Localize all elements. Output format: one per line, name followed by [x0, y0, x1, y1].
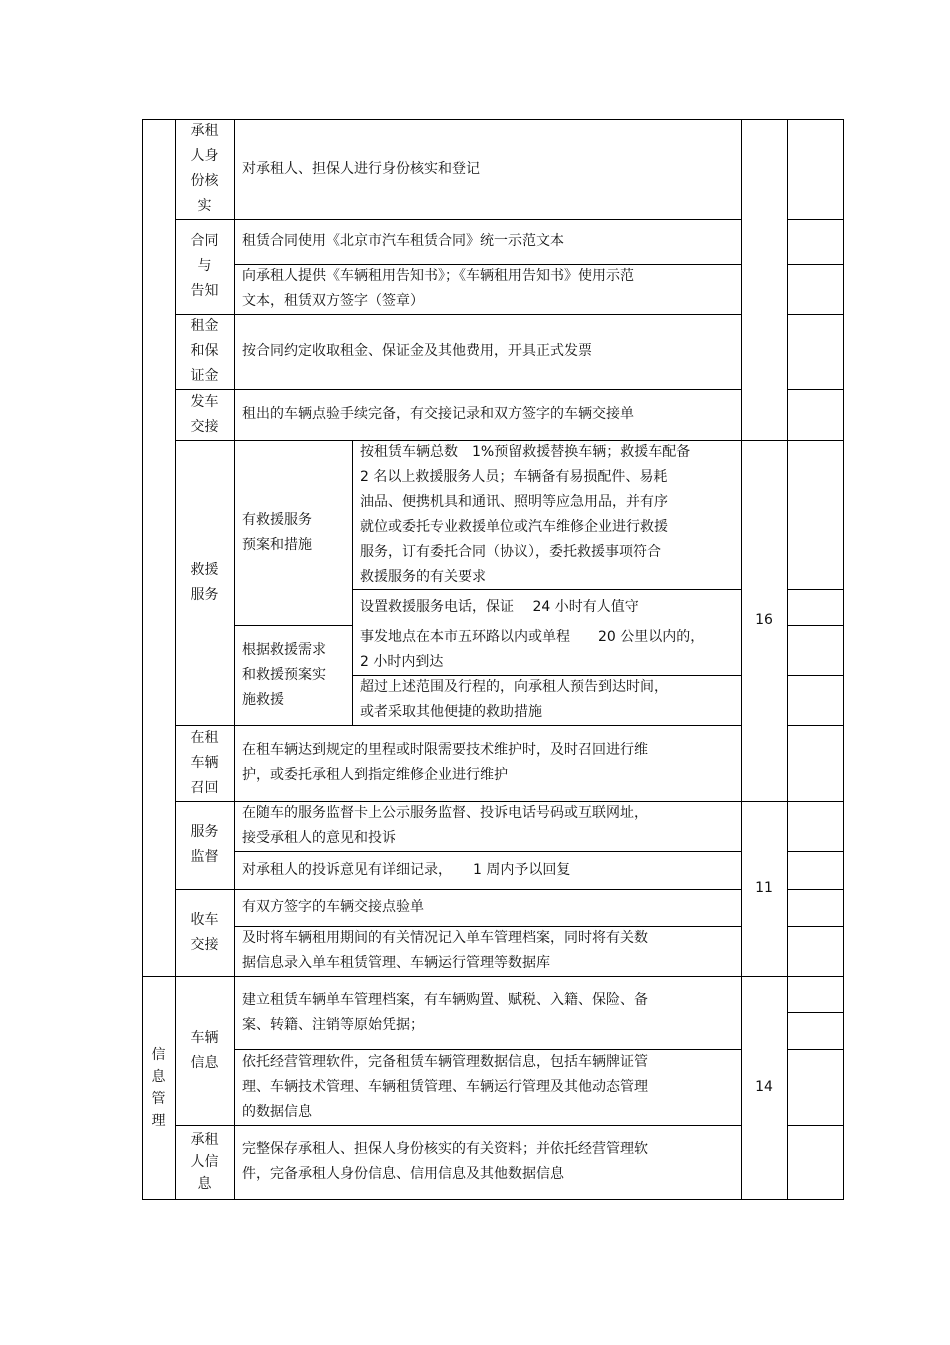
category-supervision: 服务 监督 [190, 824, 219, 865]
table-rule [142, 976, 844, 977]
table-rule [175, 1125, 742, 1126]
table-rule [741, 119, 742, 1200]
table-rule [787, 589, 844, 590]
table-rule [787, 389, 844, 390]
table-rule [175, 219, 742, 220]
table-rule [787, 675, 844, 676]
table-rule [787, 119, 788, 1200]
table-rule [741, 440, 788, 441]
category-rescue: 救援 服务 [190, 562, 219, 603]
subcategory-rescue-plan: 有救援服务 预案和措施 [242, 512, 312, 553]
table-rule [787, 1125, 844, 1126]
requirement-r12: 对承租人的投诉意见有详细记录， 1 周内予以回复 [242, 862, 571, 878]
requirement-r15: 建立租赁车辆单车管理档案，有车辆购置、赋税、入籍、保险、备 案、转籍、注销等原始凭据； [242, 992, 648, 1033]
table-rule [787, 801, 844, 802]
requirement-r2: 租赁合同使用《北京市汽车租赁合同》统一示范文本 [242, 233, 564, 249]
table-rule [787, 926, 844, 927]
subcategory-rescue-exec: 根据救援需求 和救援预案实 施救援 [242, 642, 326, 708]
table-rule [787, 625, 844, 626]
table-rule [787, 851, 844, 852]
category-contract: 合同 与 告知 [190, 233, 219, 299]
requirement-r4: 按合同约定收取租金、保证金及其他费用，开具正式发票 [242, 343, 592, 359]
table-rule [843, 119, 844, 1200]
table-rule [234, 625, 353, 626]
table-rule [787, 1049, 844, 1050]
requirement-r14: 及时将车辆租用期间的有关情况记入单车管理档案，同时将有关数 据信息录入单车租赁管理、车辆运行管理等数据库 [242, 930, 648, 971]
requirement-r8: 事发地点在本市五环路以内或单程 20 公里以内的， 2 小时内到达 [360, 629, 705, 670]
requirement-r11: 在随车的服务监督卡上公示服务监督、投诉电话号码或互联网址， 接受承租人的意见和投诉 [242, 805, 648, 846]
table-rule [787, 264, 844, 265]
table-rule [787, 1012, 844, 1013]
requirement-r13: 有双方签字的车辆交接点验单 [242, 899, 424, 915]
requirement-r1: 对承租人、担保人进行身份核实和登记 [242, 161, 480, 177]
category-dispatch: 发车 交接 [190, 394, 219, 435]
table-rule [175, 389, 742, 390]
section-label-info-management: 信 息 管 理 [151, 1047, 166, 1129]
requirement-r5: 租出的车辆点验手续完备，有交接记录和双方签字的车辆交接单 [242, 406, 634, 422]
table-rule [787, 219, 844, 220]
requirement-r6: 按租赁车辆总数 1%预留救援替换车辆；救援车配备 2 名以上救援服务人员；车辆备有易损配件、易耗 油品、便携机具和通讯、照明等应急用品，并有序 就位或委托专业救援单位或汽车维修企业进行救援 服务，订有委托合同（协议），委托救援事项符合 救援服务的有关要求 [360, 444, 691, 585]
table-rule [787, 889, 844, 890]
category-renter-verify: 承租 人身 份核 实 [190, 123, 219, 214]
table-rule [234, 119, 235, 1200]
table-rule [175, 314, 742, 315]
category-rent-deposit: 租金 和保 证金 [190, 318, 219, 384]
requirement-r7: 设置救援服务电话，保证 24 小时有人值守 [360, 599, 639, 615]
requirement-r17: 完整保存承租人、担保人身份核实的有关资料；并依托经营管理软 件，完备承租人身份信息、信用信息及其他数据信息 [242, 1141, 648, 1182]
table-rule [142, 1199, 844, 1200]
table-rule [234, 851, 742, 852]
category-recall: 在租 车辆 召回 [190, 730, 219, 796]
evaluation-table [142, 119, 844, 1200]
table-rule [787, 314, 844, 315]
requirement-r3: 向承租人提供《车辆租用告知书》；《车辆租用告知书》使用示范 文本，租赁双方签字（签章） [242, 268, 634, 309]
table-rule [787, 725, 844, 726]
requirement-r9: 超过上述范围及行程的，向承租人预告到达时间， 或者采取其他便捷的救助措施 [360, 679, 668, 720]
score-cell: 11 [755, 880, 773, 896]
category-return: 收车 交接 [190, 912, 219, 953]
table-rule [787, 440, 844, 441]
score-cell: 14 [755, 1079, 773, 1095]
requirement-r16: 依托经营管理软件，完备租赁车辆管理数据信息，包括车辆牌证管 理、车辆技术管理、车辆租赁管理、车辆运行管理及其他动态管理 的数据信息 [242, 1054, 648, 1120]
table-rule [142, 119, 844, 120]
table-rule [175, 725, 742, 726]
score-cell: 16 [755, 612, 773, 628]
table-rule [352, 440, 353, 726]
category-vehicle-info: 车辆 信息 [190, 1030, 219, 1071]
table-rule [741, 801, 788, 802]
category-renter-info: 承租 人信 息 [190, 1132, 219, 1192]
table-rule [175, 889, 742, 890]
table-rule [142, 119, 143, 1200]
requirement-r10: 在租车辆达到规定的里程或时限需要技术维护时，及时召回进行维 护，或委托承租人到指定维修企业进行维护 [242, 742, 648, 783]
